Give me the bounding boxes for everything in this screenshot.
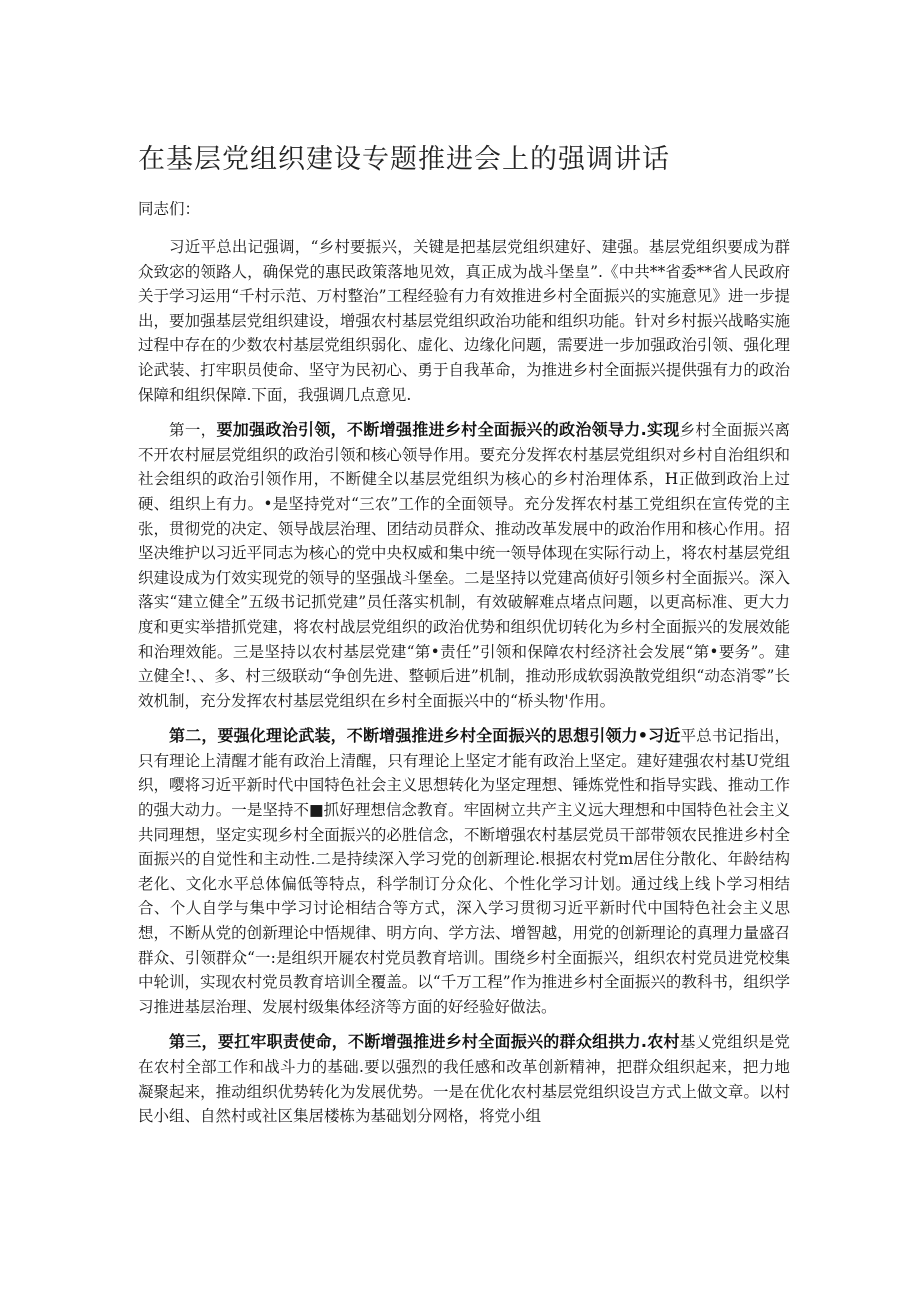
section-2-body: 平总书记指出，只有理论上清醒才能有政治上清醒，只有理论上坚定才能有政治上坚定。建好建强农村基U党组织，嘤将习近平新时代中国特色社会主义思想转化为坚定理想、锤炼党性和指导实践、推动工作的强大动力。一是坚持不■抓好理想信念教育。牢固树立共产主义远大理想和中国特色社会主义共同理想，坚定实现乡村全面振兴的必胜信念，不断增强农村基层党员干部带领农民推进乡村全面振兴的自觉性和主动性.二是持续深入学习党的创新理论.根据农村党m居住分散化、年龄结构老化、文化水平总体偏低等特点，科学制订分众化、个性化学习计划。通过线上线卜学习相结合、个人自学与集中学习讨论相结合等方式，深入学习贯彻习近平新时代中国特色社会主义思想，不断从党的创新理论中悟规律、明方向、学方法、增智越，用党的创新理论的真理力量盛召群众、引领群众“一:是组织开屣农村党员教育培训。围绕乡村全面振兴，组织农村党员进党校集中轮训，实现农村党员教育培训全覆盖。以“千万工程”作为推进乡村全面振兴的教科书，组织学习推进基层治理、发展村级集体经济等方面的好经验好做法。 [138, 727, 790, 1016]
section-1-heading: 要加强政治引领，不断增强推进乡村全面振兴的政治领导力.实现 [216, 420, 680, 440]
salutation: 同志们： [138, 200, 201, 218]
section-paragraph-1 [138, 418, 790, 713]
section-3-heading: 第三，要扛牢职责使命，不断增强推进乡村全面振兴的群众组拱力.农村 [169, 1032, 680, 1052]
document-title: 在基层党组织建设专题推进会上的强调讲话 [138, 144, 670, 175]
section-3-body: 基乂党组织是党在农村全部工作和战斗力的基础.要以强烈的我任感和改革创新精神，把群众组织起来，把力地凝聚起来，推动组织优势转化为发展优势。一是在优化农村基层党组织设岂方式上做文章。以村民小组、自然村或社区集居楼栋为基础划分网格，将党小组 [138, 1033, 790, 1126]
section-2-heading: 第二，要强化理论武装，不断增强推进乡村全面振兴的思想引领力•习近 [169, 726, 681, 746]
section-paragraph-3 [138, 1030, 790, 1128]
section-paragraph-2 [138, 724, 790, 1019]
intro-paragraph: 习近平总出记强调，“乡村要振兴，关键是把基层党组织建好、建强。基层党组织要成为群众致宓的领路人，确保党的惠民政策落地见效，真正成为战斗堡皇”.《中共**省委**省人民政府关于学习运用“千村示范、万村整治”工程经验有力有效推进乡村全面振兴的实施意见》进一步提出，要加强基层党组织建设，增强农村基层党组织政治功能和组织功能。针对乡村振兴战略实施过程中存在的少数农村基层党组织弱化、虚化、边缘化问题，需要进一步加强政治引领、强化理论武装、打牢职员使命、坚守为民初心、勇于自我革命，为推进乡村全面振兴提供强有力的政治保障和组织保障.下面，我强调几点意见. [138, 238, 790, 404]
section-1-prefix: 第一， [169, 421, 217, 440]
section-1-body: 乡村全面振兴离不开农村屉层党组织的政治引领和核心领导作用。要充分发挥农村基层党组织对乡村自治组织和社会组织的政治引领作用，不断健全以基层党组织为核心的乡村治理体系，H正做到政治上过硬、组织上有力。•是坚持党对“三农”工作的全面领导。充分发挥农村基工党组织在宣传党的主张，贯彻党的决定、领导战层治理、团结动员群众、推动改革发展中的政治作用和核心作用。招坚决维护以习近平同志为核心的党中央权威和集中统一领导体现在实际行动上，将农村基层党组织建设成为仃效实现党的领导的坚强战斗堡垒。二是坚持以党建高侦好引领乡村全面振兴。深入落实“建立健全”五级书记抓党建”员任落实机制，有效破解难点堵点问题，以更高标准、更大力度和更实举措抓党建，将农村战层党组织的政治优势和组织优切转化为乡村全面振兴的发展效能和治理效能。三是坚持以农村基层党建“第•责任”引领和保障农村经济社会发展“第•要务”。建立健全!、、多、村三级联动“争创先进、整顿后进”机制，推动形成软弱涣散党组织“动态消零”长效机制，充分发挥农村基层党组织在乡村全面振兴中的“桥头物'作用。 [138, 421, 790, 710]
document-body [138, 235, 790, 1140]
